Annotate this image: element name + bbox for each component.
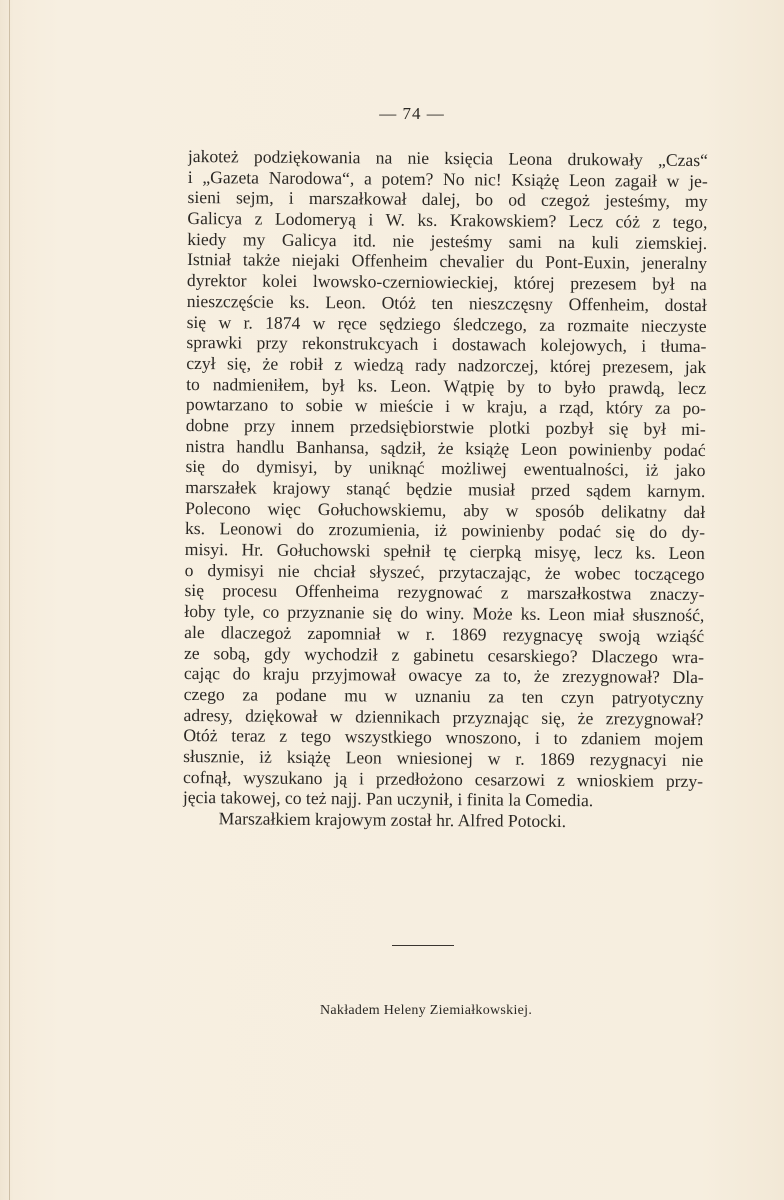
text-line: sprawki przy rekonstrukcyach i dostawach kolejowych, i tłuma- [186, 332, 707, 357]
text-line: Polecono więc Gołuchowskiemu, aby w sposób delikatny dał [185, 497, 706, 522]
text-line: Galicya z Lodomeryą i W. ks. Krakowskiem? Lecz cóż z tego, [187, 208, 708, 233]
text-line: powtarzano to sobie w mieście i w kraju, a rząd, który za po- [185, 394, 707, 419]
text-line: Istniał także niejaki Offenheim chevalier du Pont-Euxin, jeneralny [187, 249, 708, 274]
text-line: misyi. Hr. Gołuchowski spełnił tę cierpką misyę, lecz ks. Leon [184, 539, 705, 564]
text-line: jęcia takowej, co też najj. Pan uczynił, i finita la Comedia. [182, 787, 594, 811]
text-line: cając do kraju przyjmował owacye za to, że zrezygnował? Dla- [183, 663, 704, 688]
text-line: słusznie, iż książę Leon wniesionej w r. 1869 rezygnacyi nie [183, 745, 704, 771]
text-line: o dymisyi nie chciał słyszeć, przytaczając, że wobec toczącego [184, 559, 705, 584]
binding-edge [9, 0, 10, 1200]
text-line: się do dymisyi, by uniknąć możliwej ewentualności, iż jako [185, 456, 706, 481]
text-line: dyrektor kolei lwowsko-czerniowieckiej, której prezesem był na [186, 270, 708, 295]
text-line: czył się, że robił z wiedzą rady nadzorczej, której prezesem, jak [186, 352, 707, 377]
text-line: sieni sejm, i marszałkował dalej, bo od czegoż jesteśmy, my [187, 187, 708, 212]
text-line: ale dlaczegoż zapomniał w r. 1869 rezygnacyę swoją wziąść [184, 621, 705, 646]
closing-line: Marszałkiem krajowym został hr. Alfred Potocki. [218, 808, 567, 831]
text-line: kiedy my Galicya itd. nie jesteśmy sami na kuli ziemskiej. [187, 228, 708, 253]
text-line: się procesu Offenheima rezygnować z marszałkostwa znaczy- [184, 580, 705, 605]
text-line: Otóż teraz z tego wszystkiego wnoszono, i to zdaniem mojem [183, 725, 704, 750]
page-number: — 74 — [379, 104, 445, 123]
divider-rule [392, 945, 454, 946]
text-line: ks. Leonowi do zrozumienia, iż powinienby podać się do dy- [184, 518, 706, 543]
text-line: to nadmieniłem, był ks. Leon. Wątpię by to było prawdą, lecz [186, 373, 707, 398]
text-line: jakoteż podziękowania na nie księcia Leona drukowały „Czas“ [187, 146, 708, 171]
text-line: łoby tyle, co przyznanie się do winy. Może ks. Leon miał słuszność, [184, 601, 705, 626]
text-line: adresy, dziękował w dziennikach przyznając się, że zrezygnował? [183, 704, 704, 729]
text-line: cofnął, wyszukano ją i przedłożono cesarzowi z wnioskiem przy- [182, 766, 704, 791]
text-line: i „Gazeta Narodowa“, a potem? No nic! Książę Leon zagaił w je- [187, 166, 708, 191]
text-line: dobne przy innem przedsiębiorstwie plotki pozbył się był mi- [185, 414, 706, 440]
text-line: marszałek krajowy stanąć będzie musiał przed sądem karnym. [185, 476, 706, 502]
text-line: ze sobą, gdy wychodził z gabinetu cesarskiego? Dlaczego wra- [183, 642, 705, 667]
text-line: się w r. 1874 w ręce sędziego śledczego, za rozmaite nieczyste [186, 311, 707, 336]
text-line: nieszczęście ks. Leon. Otóż ten nieszczęsny Offenheim, dostał [186, 290, 707, 315]
text-line: nistra handlu Banhansa, sądził, że książę Leon powinienby podać [185, 435, 706, 460]
text-line: czego za podane mu w uznaniu za ten czyn patryotyczny [183, 683, 704, 708]
body-text [183, 146, 708, 833]
publisher-imprint: Nakładem Heleny Ziemiałkowskiej. [320, 1003, 533, 1018]
